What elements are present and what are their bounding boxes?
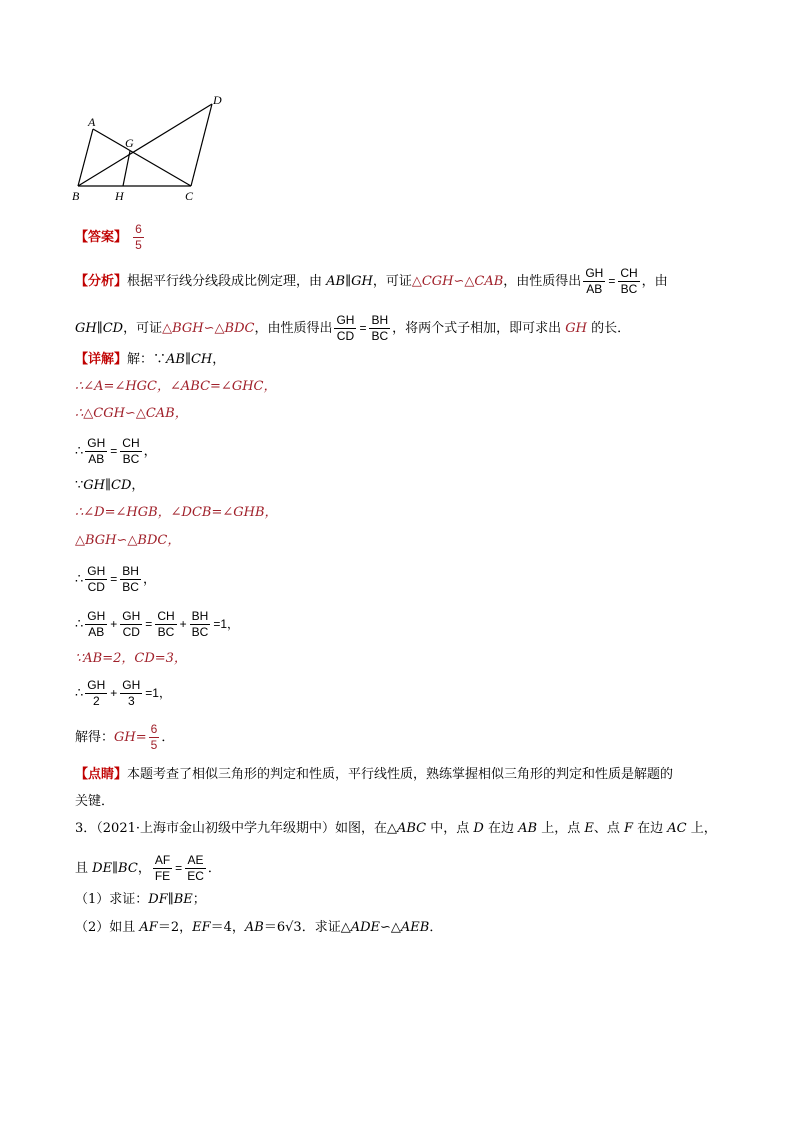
analysis-line-1: 【分析】根据平行线分线段成比例定理，由 AB∥GH，可证△CGH∽△CAB，由性质得出 $\frac{GH}{AB}$ = $\frac{CH}{BC}$ ，由 <box>75 266 668 296</box>
detail-line-10: ∵AB=2，CD=3， <box>75 651 187 666</box>
answer-fraction: $\frac{6}{5}$ <box>135 222 142 252</box>
segment-ab <box>78 129 93 186</box>
detail-line-6: ∴∠D=∠HGB，∠DCB=∠GHB， <box>75 505 278 520</box>
detail-line-3: ∴△CGH∽△CAB， <box>75 406 188 421</box>
comment-line-2: 关键． <box>75 794 115 809</box>
label-d: D <box>213 93 222 107</box>
detail-line-4: ∴ $\frac{GH}{AB}$ = $\frac{CH}{BC}$ ， <box>75 436 157 466</box>
detail-line-8: ∴ $\frac{GH}{CD}$ = $\frac{BH}{BC}$ ， <box>75 564 156 594</box>
comment-line-1: 【点睛】本题考查了相似三角形的判定和性质，平行线性质，熟练掌握相似三角形的判定和性质是解题的 <box>75 767 674 782</box>
label-h: H <box>115 189 124 203</box>
label-b: B <box>72 189 80 203</box>
detail-tag: 【详解】 <box>75 352 128 367</box>
answer-tag: 【答案】 <box>75 230 128 245</box>
detail-line-12: 解得：GH= $\frac{6}{5}$ ． <box>75 722 175 752</box>
problem3-question-2: （2）如且 AF＝2，EF＝4，AB＝6√3．求证△ADE∽△AEB． <box>75 920 443 935</box>
analysis-line-2: GH∥CD，可证△BGH∽△BDC，由性质得出 $\frac{GH}{CD}$ = $\frac{BH}{BC}$ ，将两个式子相加，即可求出 GH 的长． <box>75 313 631 343</box>
label-c: C <box>185 189 194 203</box>
geometry-figure <box>60 92 260 212</box>
detail-line-11: ∴ $\frac{GH}{2}$ + $\frac{GH}{3}$ =1， <box>75 678 171 708</box>
problem3-question-1: （1）求证：DF∥BE； <box>75 892 206 907</box>
answer-line <box>75 222 146 253</box>
detail-line-9: ∴ $\frac{GH}{AB}$ + $\frac{GH}{CD}$ = $\frac{CH}{BC}$ + $\frac{BH}{BC}$ =1， <box>75 609 240 639</box>
problem3-line-1: 3．（2021·上海市金山初级中学九年级期中）如图，在△ABC 中，点 D 在边 AB 上，点 E、点 F 在边 AC 上， <box>75 821 717 836</box>
detail-line-7: △BGH∽△BDC， <box>75 533 181 548</box>
label-g: G <box>125 136 134 150</box>
detail-line-2: ∴∠A=∠HGC，∠ABC=∠GHC， <box>75 379 277 394</box>
detail-line-5: ∵GH∥CD， <box>75 478 145 493</box>
problem3-line-2: 且 DE∥BC， $\frac{AF}{FE}$ = $\frac{AE}{EC}$ ． <box>75 853 221 883</box>
comment-tag: 【点睛】 <box>75 767 128 782</box>
detail-line-1: 【详解】解：∵AB∥CH， <box>75 352 226 367</box>
segment-cd <box>191 104 212 186</box>
segment-ac <box>93 129 191 186</box>
segment-bd <box>78 104 212 186</box>
label-a: A <box>88 115 96 129</box>
analysis-tag: 【分析】 <box>75 274 128 289</box>
